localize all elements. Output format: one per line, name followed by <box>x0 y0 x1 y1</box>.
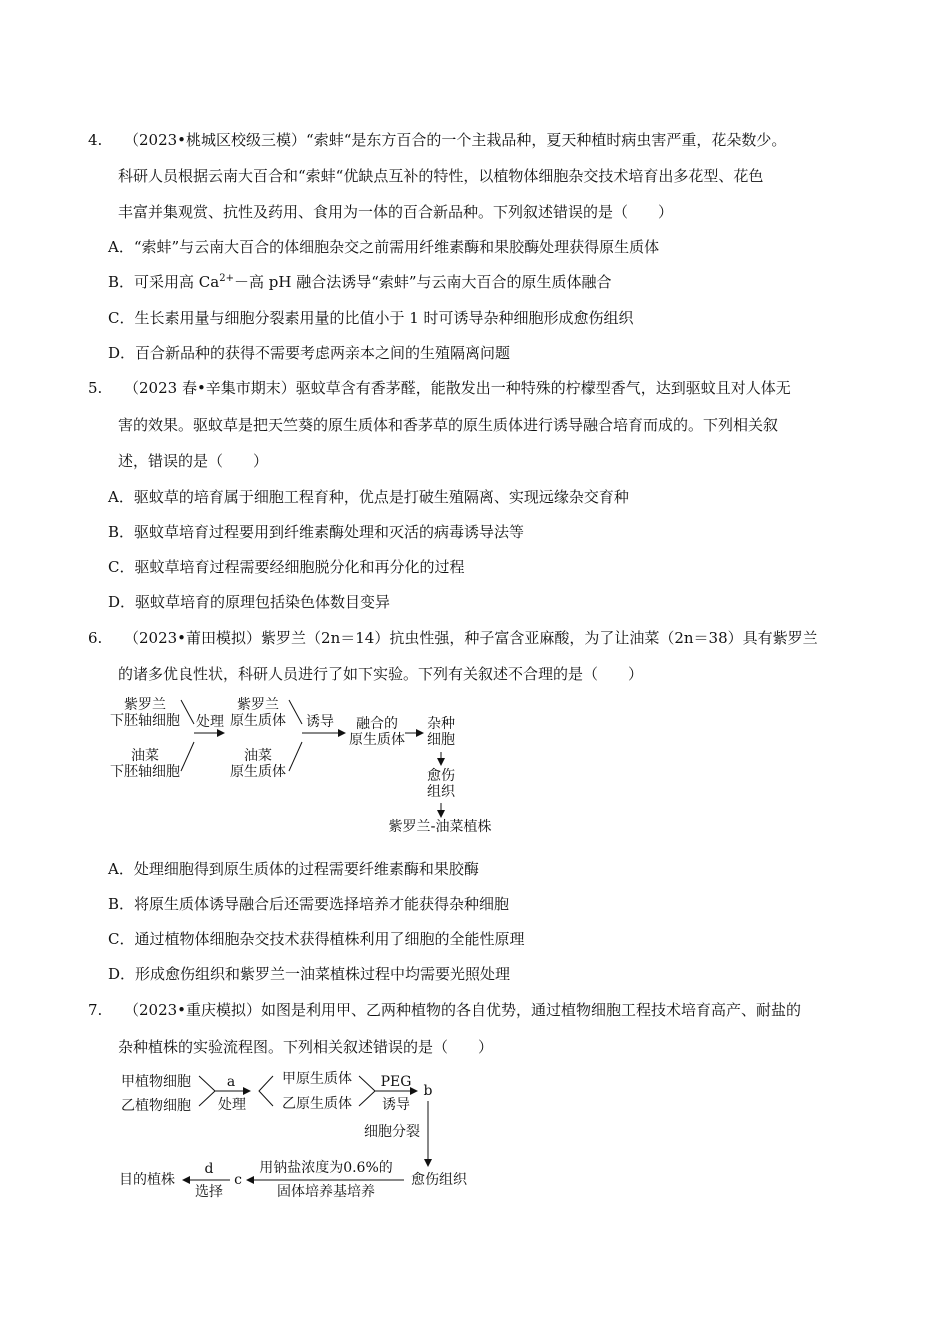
question-5-stem-line-3: 述，错误的是（ ） <box>118 452 269 470</box>
diagram-1-stock-protoplast-1: 紫罗兰 <box>237 697 279 713</box>
question-4-option-c: C．生长素用量与细胞分裂素用量的比值小于 1 时可诱导杂种细胞形成愈伤组织 <box>108 309 634 327</box>
diagram-1-stock-protoplast-2: 原生质体 <box>230 713 286 729</box>
diagram-2-plant-b-cell: 乙植物细胞 <box>121 1098 191 1114</box>
diagram-1-stock-label-2: 下胚轴细胞 <box>110 713 180 729</box>
question-5-option-d: D．驱蚊草培育的原理包括染色体数目变异 <box>108 593 391 611</box>
question-6-number: 6. <box>88 629 103 647</box>
option-b-text-pre: B．可采用高 Ca <box>108 273 220 291</box>
diagram-2-step-d-select: 选择 <box>195 1184 223 1200</box>
diagram-1-stock-label-1: 紫罗兰 <box>124 697 166 713</box>
diagram-1-fused-protoplast-2: 原生质体 <box>349 732 405 748</box>
question-7-number: 7. <box>88 1001 103 1019</box>
question-4-stem-line-2: 科研人员根据云南大百合和“索蚌“优缺点互补的特性，以植物体细胞杂交技术培育出多花型、花色 <box>118 167 764 185</box>
question-4-stem-line-1: （2023•桃城区校级三模）“索蚌“是东方百合的一个主栽品种，夏天种植时病虫害严重，花朵数少。 <box>124 131 787 149</box>
question-6-option-c: C．通过植物体细胞杂交技术获得植株利用了细胞的全能性原理 <box>108 930 525 948</box>
diagram-2-target-plant: 目的植株 <box>119 1172 175 1188</box>
diagram-1-rape-label-2: 下胚轴细胞 <box>110 764 180 780</box>
diagram-1-step-induce: 诱导 <box>306 714 334 730</box>
question-7-stem-line-1: （2023•重庆模拟）如图是利用甲、乙两种植物的各自优势，通过植物细胞工程技术培育高产、耐盐的 <box>124 1001 802 1019</box>
question-5-number: 5. <box>88 379 103 397</box>
diagram-2-protoplast-b: 乙原生质体 <box>282 1096 352 1112</box>
diagram-2-cell-division-label: 细胞分裂 <box>364 1124 420 1140</box>
diagram-2-salt-medium-1: 用钠盐浓度为0.6%的 <box>259 1160 393 1176</box>
diagram-1-fused-protoplast-1: 融合的 <box>356 716 398 732</box>
diagram-2-step-d: d <box>204 1161 214 1177</box>
question-6-option-b: B．将原生质体诱导融合后还需要选择培养才能获得杂种细胞 <box>108 895 510 913</box>
question-6-stem-line-1: （2023•莆田模拟）紫罗兰（2n＝14）抗虫性强，种子富含亚麻酸，为了让油菜（2n＝38）具有紫罗兰 <box>124 629 818 647</box>
question-4-number: 4. <box>88 131 103 149</box>
diagram-2-peg-label: PEG <box>380 1074 412 1090</box>
diagram-2-node-c: c <box>234 1172 242 1188</box>
diagram-2-step-a: a <box>226 1074 236 1090</box>
diagram-2-node-b: b <box>423 1083 433 1099</box>
diagram-2-induce-label: 诱导 <box>382 1097 410 1113</box>
diagram-2-callus: 愈伤组织 <box>411 1172 467 1188</box>
diagram-1-rape-protoplast-2: 原生质体 <box>230 764 286 780</box>
option-b-text-post: －高 pH 融合法诱导“索蚌”与云南大百合的原生质体融合 <box>233 273 612 291</box>
diagram-1-callus-2: 组织 <box>427 784 455 800</box>
diagram-2-chevron-cells <box>199 1076 215 1106</box>
diagram-2-protoplast-a: 甲原生质体 <box>282 1071 352 1087</box>
question-4-option-a: A．“索蚌”与云南大百合的体细胞杂交之前需用纤维素酶和果胶酶处理获得原生质体 <box>108 238 660 256</box>
question-5-option-c: C．驱蚊草培育过程需要经细胞脱分化和再分化的过程 <box>108 558 465 576</box>
diagram-1-step-treat: 处理 <box>196 714 224 730</box>
question-6-stem-line-2: 的诸多优良性状，科研人员进行了如下实验。下列有关叙述不合理的是（ ） <box>118 665 644 683</box>
diagram-2-chevron-left <box>259 1076 273 1106</box>
diagram-2-chevron-protoplasts <box>359 1076 375 1106</box>
diagram-2-salt-medium-2: 固体培养基培养 <box>277 1184 375 1200</box>
diagram-1-rape-label-1: 油菜 <box>131 748 159 764</box>
question-4-stem-line-3: 丰富并集观赏、抗性及药用、食用为一体的百合新品种。下列叙述错误的是（ ） <box>118 203 674 221</box>
question-5-stem-line-1: （2023 春•辛集市期末）驱蚊草含有香茅醛，能散发出一种特殊的柠檬型香气，达到驱蚊且对人体无 <box>124 379 791 397</box>
calcium-charge: 2+ <box>219 273 234 284</box>
question-4-option-d: D．百合新品种的获得不需要考虑两亲本之间的生殖隔离问题 <box>108 344 511 362</box>
diagram-1-rape-protoplast-1: 油菜 <box>244 748 272 764</box>
diagram-1-hybrid-cell-1: 杂种 <box>427 716 455 732</box>
question-5-stem-line-2: 害的效果。驱蚊草是把天竺葵的原生质体和香茅草的原生质体进行诱导融合培育而成的。下列相关叙 <box>118 416 779 434</box>
question-7-stem-line-2: 杂种植株的实验流程图。下列相关叙述错误的是（ ） <box>118 1038 494 1056</box>
question-5-option-b: B．驱蚊草培育过程要用到纤维素酶处理和灭活的病毒诱导法等 <box>108 523 525 541</box>
question-6-option-a: A．处理细胞得到原生质体的过程需要纤维素酶和果胶酶 <box>108 860 479 878</box>
diagram-1-callus-1: 愈伤 <box>427 768 455 784</box>
diagram-2-plant-a-cell: 甲植物细胞 <box>121 1074 191 1090</box>
diagram-2-step-a-treat: 处理 <box>218 1097 246 1113</box>
question-6-option-d: D．形成愈伤组织和紫罗兰一油菜植株过程中均需要光照处理 <box>108 965 511 983</box>
diagram-1-final-plant: 紫罗兰-油菜植株 <box>388 819 492 835</box>
diagram-1-hybrid-cell-2: 细胞 <box>427 732 455 748</box>
question-5-option-a: A．驱蚊草的培育属于细胞工程育种，优点是打破生殖隔离、实现远缘杂交育种 <box>108 488 629 506</box>
